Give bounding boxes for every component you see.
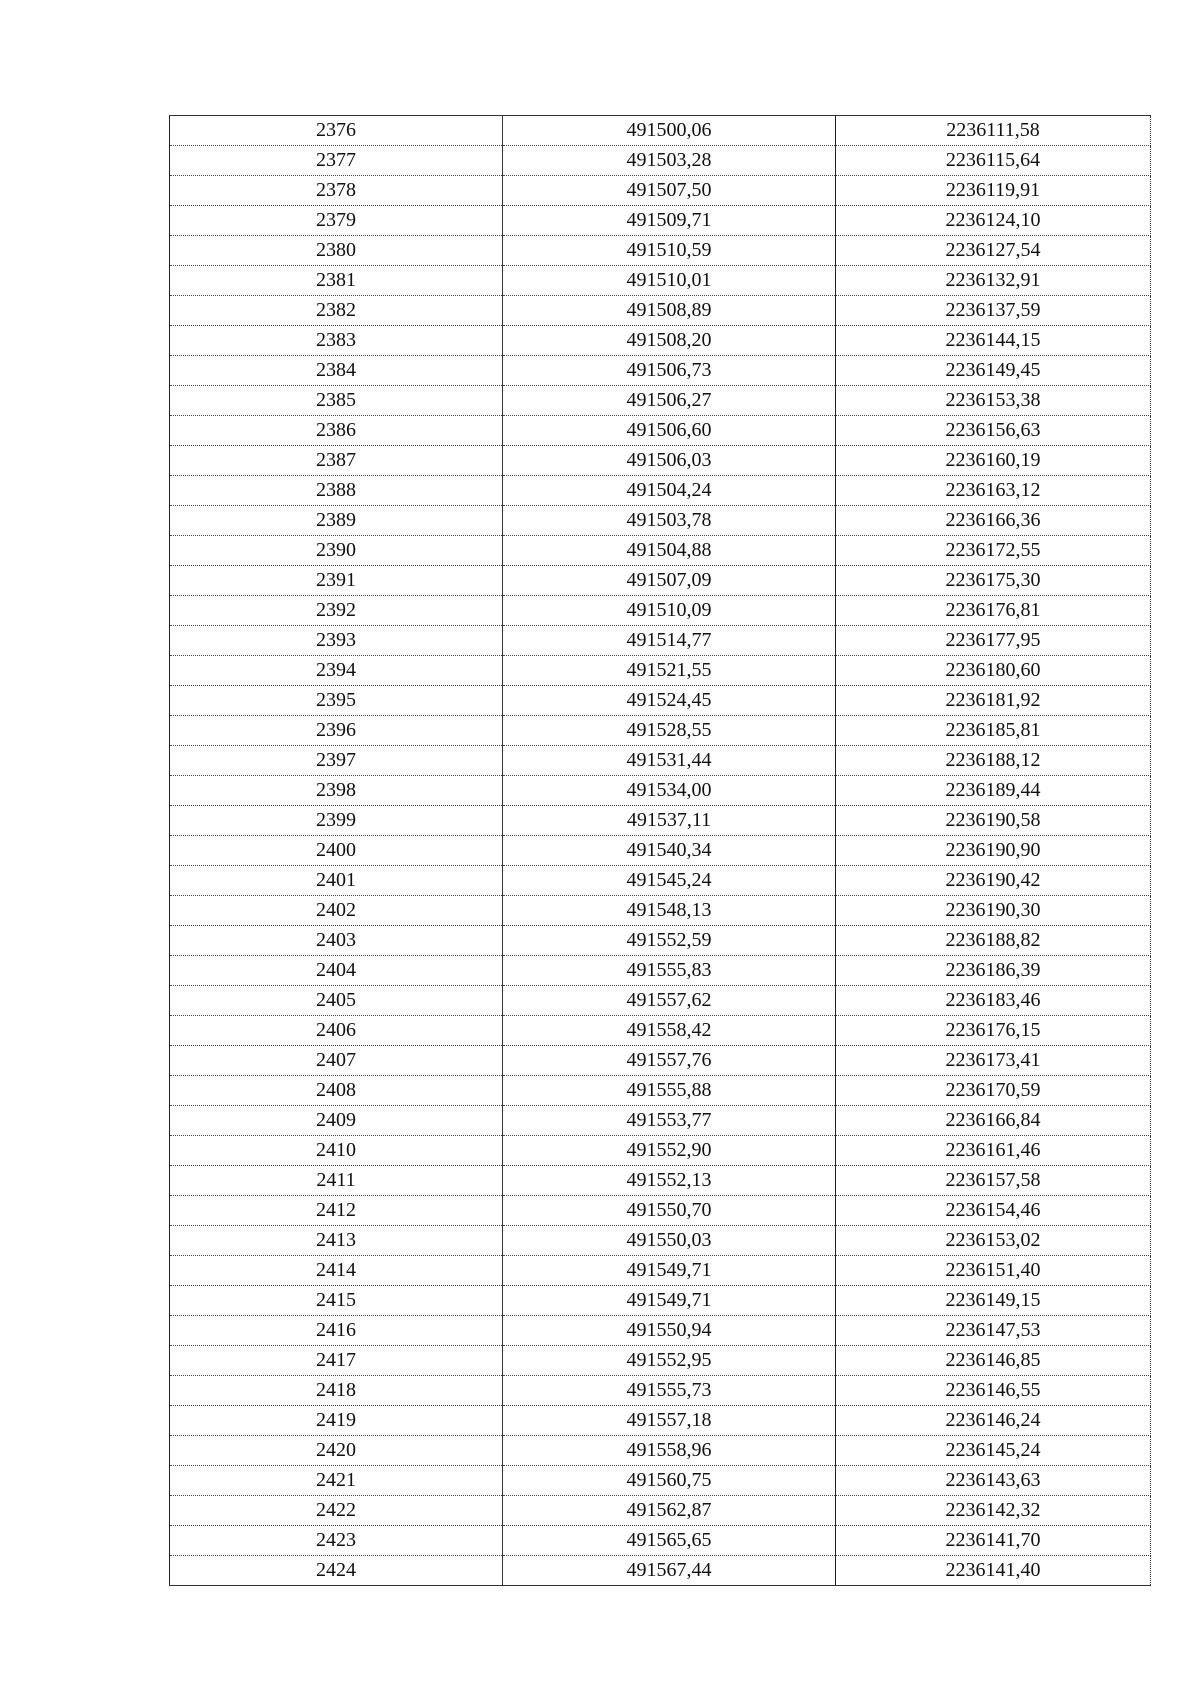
table-row xyxy=(170,1166,1151,1196)
x-coordinate-cell: 491550,03 xyxy=(503,1226,836,1256)
point-number-cell: 2389 xyxy=(170,506,503,536)
x-coordinate-cell: 491560,75 xyxy=(503,1466,836,1496)
table-row xyxy=(170,1256,1151,1286)
table-row xyxy=(170,1016,1151,1046)
point-number-cell: 2414 xyxy=(170,1256,503,1286)
table-row xyxy=(170,1436,1151,1466)
y-coordinate-cell: 2236156,63 xyxy=(836,416,1151,446)
point-number-cell: 2394 xyxy=(170,656,503,686)
y-coordinate-cell: 2236146,24 xyxy=(836,1406,1151,1436)
table-row xyxy=(170,236,1151,266)
x-coordinate-cell: 491557,18 xyxy=(503,1406,836,1436)
table-row xyxy=(170,926,1151,956)
y-coordinate-cell: 2236176,15 xyxy=(836,1016,1151,1046)
x-coordinate-cell: 491504,24 xyxy=(503,476,836,506)
table-row xyxy=(170,1466,1151,1496)
x-coordinate-cell: 491552,95 xyxy=(503,1346,836,1376)
y-coordinate-cell: 2236115,64 xyxy=(836,146,1151,176)
point-number-cell: 2418 xyxy=(170,1376,503,1406)
y-coordinate-cell: 2236141,40 xyxy=(836,1556,1151,1586)
y-coordinate-cell: 2236176,81 xyxy=(836,596,1151,626)
x-coordinate-cell: 491552,90 xyxy=(503,1136,836,1166)
y-coordinate-cell: 2236180,60 xyxy=(836,656,1151,686)
table-row xyxy=(170,146,1151,176)
coordinates-table-body xyxy=(170,116,1151,1586)
table-row xyxy=(170,416,1151,446)
y-coordinate-cell: 2236111,58 xyxy=(836,116,1151,146)
y-coordinate-cell: 2236143,63 xyxy=(836,1466,1151,1496)
x-coordinate-cell: 491545,24 xyxy=(503,866,836,896)
table-row xyxy=(170,956,1151,986)
table-row xyxy=(170,746,1151,776)
y-coordinate-cell: 2236181,92 xyxy=(836,686,1151,716)
table-row xyxy=(170,986,1151,1016)
y-coordinate-cell: 2236183,46 xyxy=(836,986,1151,1016)
table-row xyxy=(170,866,1151,896)
y-coordinate-cell: 2236190,42 xyxy=(836,866,1151,896)
table-row xyxy=(170,1376,1151,1406)
point-number-cell: 2390 xyxy=(170,536,503,566)
point-number-cell: 2377 xyxy=(170,146,503,176)
y-coordinate-cell: 2236172,55 xyxy=(836,536,1151,566)
table-row xyxy=(170,1196,1151,1226)
y-coordinate-cell: 2236132,91 xyxy=(836,266,1151,296)
point-number-cell: 2405 xyxy=(170,986,503,1016)
point-number-cell: 2393 xyxy=(170,626,503,656)
point-number-cell: 2387 xyxy=(170,446,503,476)
x-coordinate-cell: 491540,34 xyxy=(503,836,836,866)
point-number-cell: 2386 xyxy=(170,416,503,446)
y-coordinate-cell: 2236166,84 xyxy=(836,1106,1151,1136)
point-number-cell: 2422 xyxy=(170,1496,503,1526)
point-number-cell: 2376 xyxy=(170,116,503,146)
x-coordinate-cell: 491500,06 xyxy=(503,116,836,146)
table-row xyxy=(170,1406,1151,1436)
y-coordinate-cell: 2236161,46 xyxy=(836,1136,1151,1166)
point-number-cell: 2401 xyxy=(170,866,503,896)
table-row xyxy=(170,1046,1151,1076)
point-number-cell: 2392 xyxy=(170,596,503,626)
y-coordinate-cell: 2236142,32 xyxy=(836,1496,1151,1526)
table-row xyxy=(170,626,1151,656)
point-number-cell: 2415 xyxy=(170,1286,503,1316)
point-number-cell: 2399 xyxy=(170,806,503,836)
point-number-cell: 2419 xyxy=(170,1406,503,1436)
point-number-cell: 2423 xyxy=(170,1526,503,1556)
point-number-cell: 2381 xyxy=(170,266,503,296)
x-coordinate-cell: 491555,83 xyxy=(503,956,836,986)
y-coordinate-cell: 2236149,15 xyxy=(836,1286,1151,1316)
point-number-cell: 2378 xyxy=(170,176,503,206)
x-coordinate-cell: 491555,88 xyxy=(503,1076,836,1106)
x-coordinate-cell: 491558,96 xyxy=(503,1436,836,1466)
y-coordinate-cell: 2236189,44 xyxy=(836,776,1151,806)
x-coordinate-cell: 491508,20 xyxy=(503,326,836,356)
table-row xyxy=(170,1076,1151,1106)
point-number-cell: 2379 xyxy=(170,206,503,236)
x-coordinate-cell: 491510,09 xyxy=(503,596,836,626)
table-row xyxy=(170,116,1151,146)
table-row xyxy=(170,776,1151,806)
y-coordinate-cell: 2236190,90 xyxy=(836,836,1151,866)
point-number-cell: 2383 xyxy=(170,326,503,356)
x-coordinate-cell: 491550,94 xyxy=(503,1316,836,1346)
x-coordinate-cell: 491531,44 xyxy=(503,746,836,776)
table-row xyxy=(170,536,1151,566)
x-coordinate-cell: 491506,27 xyxy=(503,386,836,416)
y-coordinate-cell: 2236170,59 xyxy=(836,1076,1151,1106)
point-number-cell: 2382 xyxy=(170,296,503,326)
table-row xyxy=(170,506,1151,536)
y-coordinate-cell: 2236175,30 xyxy=(836,566,1151,596)
x-coordinate-cell: 491553,77 xyxy=(503,1106,836,1136)
point-number-cell: 2407 xyxy=(170,1046,503,1076)
x-coordinate-cell: 491565,65 xyxy=(503,1526,836,1556)
table-row xyxy=(170,356,1151,386)
y-coordinate-cell: 2236153,02 xyxy=(836,1226,1151,1256)
x-coordinate-cell: 491537,11 xyxy=(503,806,836,836)
y-coordinate-cell: 2236163,12 xyxy=(836,476,1151,506)
point-number-cell: 2410 xyxy=(170,1136,503,1166)
point-number-cell: 2395 xyxy=(170,686,503,716)
point-number-cell: 2398 xyxy=(170,776,503,806)
point-number-cell: 2397 xyxy=(170,746,503,776)
x-coordinate-cell: 491534,00 xyxy=(503,776,836,806)
x-coordinate-cell: 491521,55 xyxy=(503,656,836,686)
x-coordinate-cell: 491549,71 xyxy=(503,1256,836,1286)
y-coordinate-cell: 2236157,58 xyxy=(836,1166,1151,1196)
x-coordinate-cell: 491528,55 xyxy=(503,716,836,746)
table-row xyxy=(170,326,1151,356)
table-row xyxy=(170,686,1151,716)
x-coordinate-cell: 491552,59 xyxy=(503,926,836,956)
table-row xyxy=(170,1316,1151,1346)
point-number-cell: 2400 xyxy=(170,836,503,866)
point-number-cell: 2412 xyxy=(170,1196,503,1226)
y-coordinate-cell: 2236144,15 xyxy=(836,326,1151,356)
point-number-cell: 2411 xyxy=(170,1166,503,1196)
table-row xyxy=(170,656,1151,686)
x-coordinate-cell: 491557,76 xyxy=(503,1046,836,1076)
y-coordinate-cell: 2236190,58 xyxy=(836,806,1151,836)
table-row xyxy=(170,296,1151,326)
x-coordinate-cell: 491552,13 xyxy=(503,1166,836,1196)
x-coordinate-cell: 491510,01 xyxy=(503,266,836,296)
table-row xyxy=(170,1106,1151,1136)
x-coordinate-cell: 491549,71 xyxy=(503,1286,836,1316)
y-coordinate-cell: 2236127,54 xyxy=(836,236,1151,266)
y-coordinate-cell: 2236188,82 xyxy=(836,926,1151,956)
x-coordinate-cell: 491550,70 xyxy=(503,1196,836,1226)
point-number-cell: 2380 xyxy=(170,236,503,266)
point-number-cell: 2388 xyxy=(170,476,503,506)
table-row xyxy=(170,1346,1151,1376)
x-coordinate-cell: 491503,78 xyxy=(503,506,836,536)
point-number-cell: 2413 xyxy=(170,1226,503,1256)
x-coordinate-cell: 491503,28 xyxy=(503,146,836,176)
x-coordinate-cell: 491548,13 xyxy=(503,896,836,926)
y-coordinate-cell: 2236185,81 xyxy=(836,716,1151,746)
x-coordinate-cell: 491504,88 xyxy=(503,536,836,566)
point-number-cell: 2404 xyxy=(170,956,503,986)
y-coordinate-cell: 2236151,40 xyxy=(836,1256,1151,1286)
table-row xyxy=(170,1496,1151,1526)
y-coordinate-cell: 2236173,41 xyxy=(836,1046,1151,1076)
point-number-cell: 2416 xyxy=(170,1316,503,1346)
table-row xyxy=(170,266,1151,296)
point-number-cell: 2420 xyxy=(170,1436,503,1466)
y-coordinate-cell: 2236137,59 xyxy=(836,296,1151,326)
x-coordinate-cell: 491514,77 xyxy=(503,626,836,656)
y-coordinate-cell: 2236186,39 xyxy=(836,956,1151,986)
table-row xyxy=(170,1286,1151,1316)
table-row xyxy=(170,716,1151,746)
y-coordinate-cell: 2236145,24 xyxy=(836,1436,1151,1466)
table-row xyxy=(170,1556,1151,1586)
table-row xyxy=(170,386,1151,416)
table-row xyxy=(170,566,1151,596)
x-coordinate-cell: 491558,42 xyxy=(503,1016,836,1046)
y-coordinate-cell: 2236188,12 xyxy=(836,746,1151,776)
point-number-cell: 2391 xyxy=(170,566,503,596)
x-coordinate-cell: 491567,44 xyxy=(503,1556,836,1586)
table-row xyxy=(170,446,1151,476)
y-coordinate-cell: 2236147,53 xyxy=(836,1316,1151,1346)
point-number-cell: 2385 xyxy=(170,386,503,416)
point-number-cell: 2384 xyxy=(170,356,503,386)
table-row xyxy=(170,206,1151,236)
point-number-cell: 2409 xyxy=(170,1106,503,1136)
y-coordinate-cell: 2236160,19 xyxy=(836,446,1151,476)
x-coordinate-cell: 491506,73 xyxy=(503,356,836,386)
table-row xyxy=(170,806,1151,836)
table-row xyxy=(170,836,1151,866)
y-coordinate-cell: 2236146,85 xyxy=(836,1346,1151,1376)
y-coordinate-cell: 2236154,46 xyxy=(836,1196,1151,1226)
y-coordinate-cell: 2236119,91 xyxy=(836,176,1151,206)
y-coordinate-cell: 2236153,38 xyxy=(836,386,1151,416)
x-coordinate-cell: 491555,73 xyxy=(503,1376,836,1406)
coordinates-table xyxy=(169,115,1151,1586)
point-number-cell: 2408 xyxy=(170,1076,503,1106)
table-row xyxy=(170,896,1151,926)
table-row xyxy=(170,476,1151,506)
y-coordinate-cell: 2236149,45 xyxy=(836,356,1151,386)
point-number-cell: 2403 xyxy=(170,926,503,956)
x-coordinate-cell: 491557,62 xyxy=(503,986,836,1016)
table-row xyxy=(170,1226,1151,1256)
x-coordinate-cell: 491510,59 xyxy=(503,236,836,266)
x-coordinate-cell: 491562,87 xyxy=(503,1496,836,1526)
x-coordinate-cell: 491524,45 xyxy=(503,686,836,716)
y-coordinate-cell: 2236177,95 xyxy=(836,626,1151,656)
table-row xyxy=(170,596,1151,626)
y-coordinate-cell: 2236146,55 xyxy=(836,1376,1151,1406)
y-coordinate-cell: 2236124,10 xyxy=(836,206,1151,236)
point-number-cell: 2421 xyxy=(170,1466,503,1496)
y-coordinate-cell: 2236190,30 xyxy=(836,896,1151,926)
x-coordinate-cell: 491509,71 xyxy=(503,206,836,236)
x-coordinate-cell: 491507,09 xyxy=(503,566,836,596)
y-coordinate-cell: 2236166,36 xyxy=(836,506,1151,536)
point-number-cell: 2406 xyxy=(170,1016,503,1046)
table-row xyxy=(170,176,1151,206)
table-row xyxy=(170,1526,1151,1556)
point-number-cell: 2424 xyxy=(170,1556,503,1586)
x-coordinate-cell: 491506,03 xyxy=(503,446,836,476)
x-coordinate-cell: 491508,89 xyxy=(503,296,836,326)
y-coordinate-cell: 2236141,70 xyxy=(836,1526,1151,1556)
table-row xyxy=(170,1136,1151,1166)
point-number-cell: 2402 xyxy=(170,896,503,926)
x-coordinate-cell: 491506,60 xyxy=(503,416,836,446)
point-number-cell: 2396 xyxy=(170,716,503,746)
point-number-cell: 2417 xyxy=(170,1346,503,1376)
x-coordinate-cell: 491507,50 xyxy=(503,176,836,206)
